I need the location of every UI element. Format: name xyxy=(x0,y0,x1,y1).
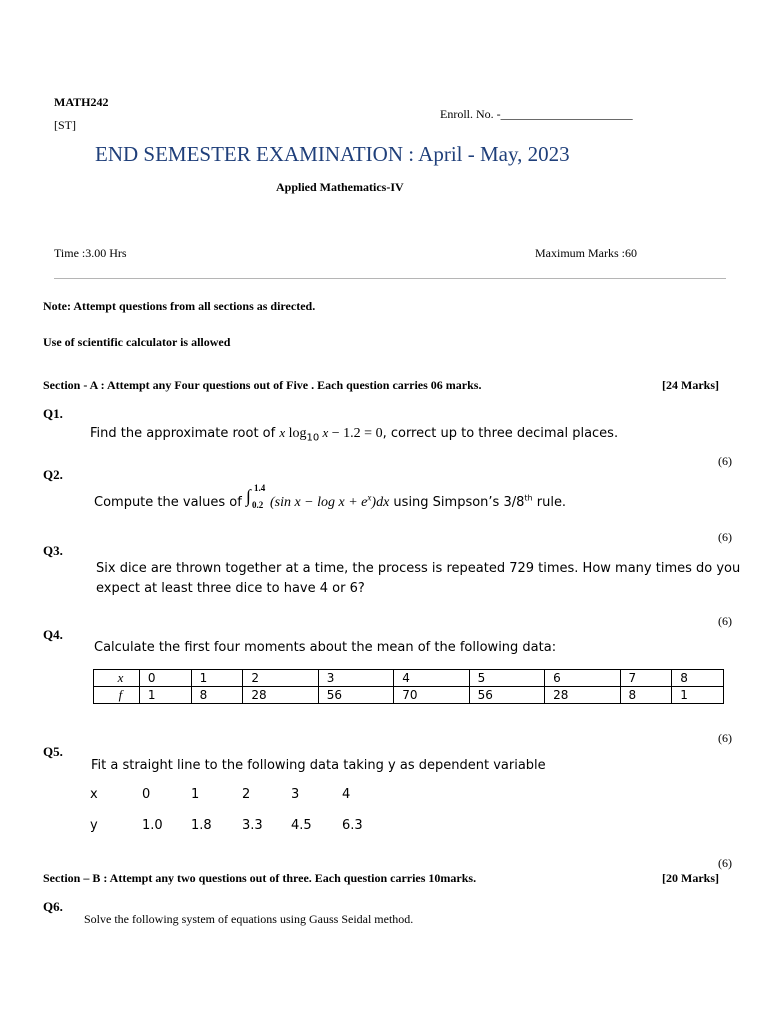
q4-text: Calculate the first four moments about the mean of the following data: xyxy=(94,640,557,655)
q5-x-value: 0 xyxy=(142,787,151,802)
q2-upper-limit: 1.4 xyxy=(253,483,266,493)
q2-integrand: (sin x − log x + e xyxy=(269,495,368,510)
q1-text-a: Find the approximate root of xyxy=(90,426,280,441)
q5-y-label: y xyxy=(90,818,98,833)
q1-var-x2: x xyxy=(319,425,329,440)
table-cell: 8 xyxy=(672,670,724,687)
q2-sup: th xyxy=(524,493,533,503)
table-cell: 28 xyxy=(545,687,620,704)
table-cell: 1 xyxy=(139,687,191,704)
section-b-marks: [20 Marks] xyxy=(662,871,719,885)
q5-y-value: 3.3 xyxy=(242,818,263,833)
table-cell: 1 xyxy=(672,687,724,704)
q1-text-g: , correct up to three decimal places. xyxy=(382,426,619,441)
table-cell: 70 xyxy=(394,687,469,704)
note-calculator: Use of scientific calculator is allowed xyxy=(43,335,231,349)
q3-marks: (6) xyxy=(718,614,732,628)
q1-marks: (6) xyxy=(718,454,732,468)
table-row xyxy=(94,687,724,704)
q6-text: Solve the following system of equations using Gauss Seidal method. xyxy=(84,912,414,926)
q2-text xyxy=(94,483,567,511)
q5-y-value: 4.5 xyxy=(291,818,312,833)
q1-label: Q1. xyxy=(43,406,63,421)
table-cell: 0 xyxy=(139,670,191,687)
q3-line1: Six dice are thrown together at a time, the process is repeated 729 times. How many times do you xyxy=(96,561,741,576)
q2-text-a: Compute the values of xyxy=(94,495,246,510)
q4-marks: (6) xyxy=(718,731,732,745)
q5-x-value: 4 xyxy=(342,787,351,802)
q5-x-label: x xyxy=(90,787,98,802)
table-cell: 7 xyxy=(620,670,672,687)
q1-text xyxy=(90,425,618,444)
subject-name: Applied Mathematics-IV xyxy=(276,180,404,194)
q5-y-value: 1.8 xyxy=(191,818,212,833)
course-code: MATH242 xyxy=(54,95,109,109)
section-b-heading: Section – B : Attempt any two questions out of three. Each question carries 10marks. xyxy=(43,871,477,885)
q1-equation: − 1.2 = 0 xyxy=(328,426,383,441)
table-cell: 5 xyxy=(469,670,544,687)
q5-text: Fit a straight line to the following data taking y as dependent variable xyxy=(91,758,546,773)
q2-integral xyxy=(245,483,270,510)
q4-data-table xyxy=(93,669,724,704)
table-cell: 1 xyxy=(191,670,243,687)
table-cell: 56 xyxy=(469,687,544,704)
q5-label: Q5. xyxy=(43,744,63,759)
q2-marks: (6) xyxy=(718,530,732,544)
q5-x-value: 1 xyxy=(191,787,200,802)
q2-exponent: x xyxy=(367,492,372,503)
note-instructions: Note: Attempt questions from all sections as directed. xyxy=(43,299,316,313)
table-cell: 4 xyxy=(394,670,469,687)
q5-marks: (6) xyxy=(718,856,732,870)
section-a-marks: [24 Marks] xyxy=(662,378,719,392)
section-a-heading: Section - A : Attempt any Four questions out of Five . Each question carries 06 marks. xyxy=(43,378,482,392)
table-cell: 56 xyxy=(318,687,393,704)
integral-sign-icon: ∫ xyxy=(245,486,251,506)
q3-line2: expect at least three dice to have 4 or 6? xyxy=(96,581,365,596)
exam-time: Time :3.00 Hrs xyxy=(54,246,127,260)
q2-text-b: using Simpson’s 3/8 xyxy=(389,495,525,510)
table-cell: 2 xyxy=(243,670,318,687)
q2-lower-limit: 0.2 xyxy=(251,500,264,510)
q5-y-value: 1.0 xyxy=(142,818,163,833)
exam-title: END SEMESTER EXAMINATION : April - May, 2023 xyxy=(95,142,570,166)
table-cell: 28 xyxy=(243,687,318,704)
q2-text-c: rule. xyxy=(532,495,567,510)
q5-x-value: 3 xyxy=(291,787,300,802)
enroll-number-field: Enroll. No. -______________________ xyxy=(440,107,633,121)
q4-label: Q4. xyxy=(43,627,63,642)
max-marks: Maximum Marks :60 xyxy=(535,246,637,260)
table-cell: 8 xyxy=(620,687,672,704)
q3-label: Q3. xyxy=(43,543,63,558)
table-row xyxy=(94,670,724,687)
q5-x-value: 2 xyxy=(242,787,251,802)
q1-var-x: x xyxy=(279,425,286,440)
course-tag: [ST] xyxy=(54,118,76,132)
q1-log: log xyxy=(285,426,307,441)
table-cell: 3 xyxy=(318,670,393,687)
table-cell: f xyxy=(94,687,140,704)
table-cell: x xyxy=(94,670,140,687)
header-divider xyxy=(54,278,726,279)
table-cell: 6 xyxy=(545,670,620,687)
table-cell: 8 xyxy=(191,687,243,704)
q1-log-base: 10 xyxy=(306,432,320,444)
q6-label: Q6. xyxy=(43,899,63,914)
q2-tail: )dx xyxy=(371,495,390,510)
q2-label: Q2. xyxy=(43,467,63,482)
q5-y-value: 6.3 xyxy=(342,818,363,833)
